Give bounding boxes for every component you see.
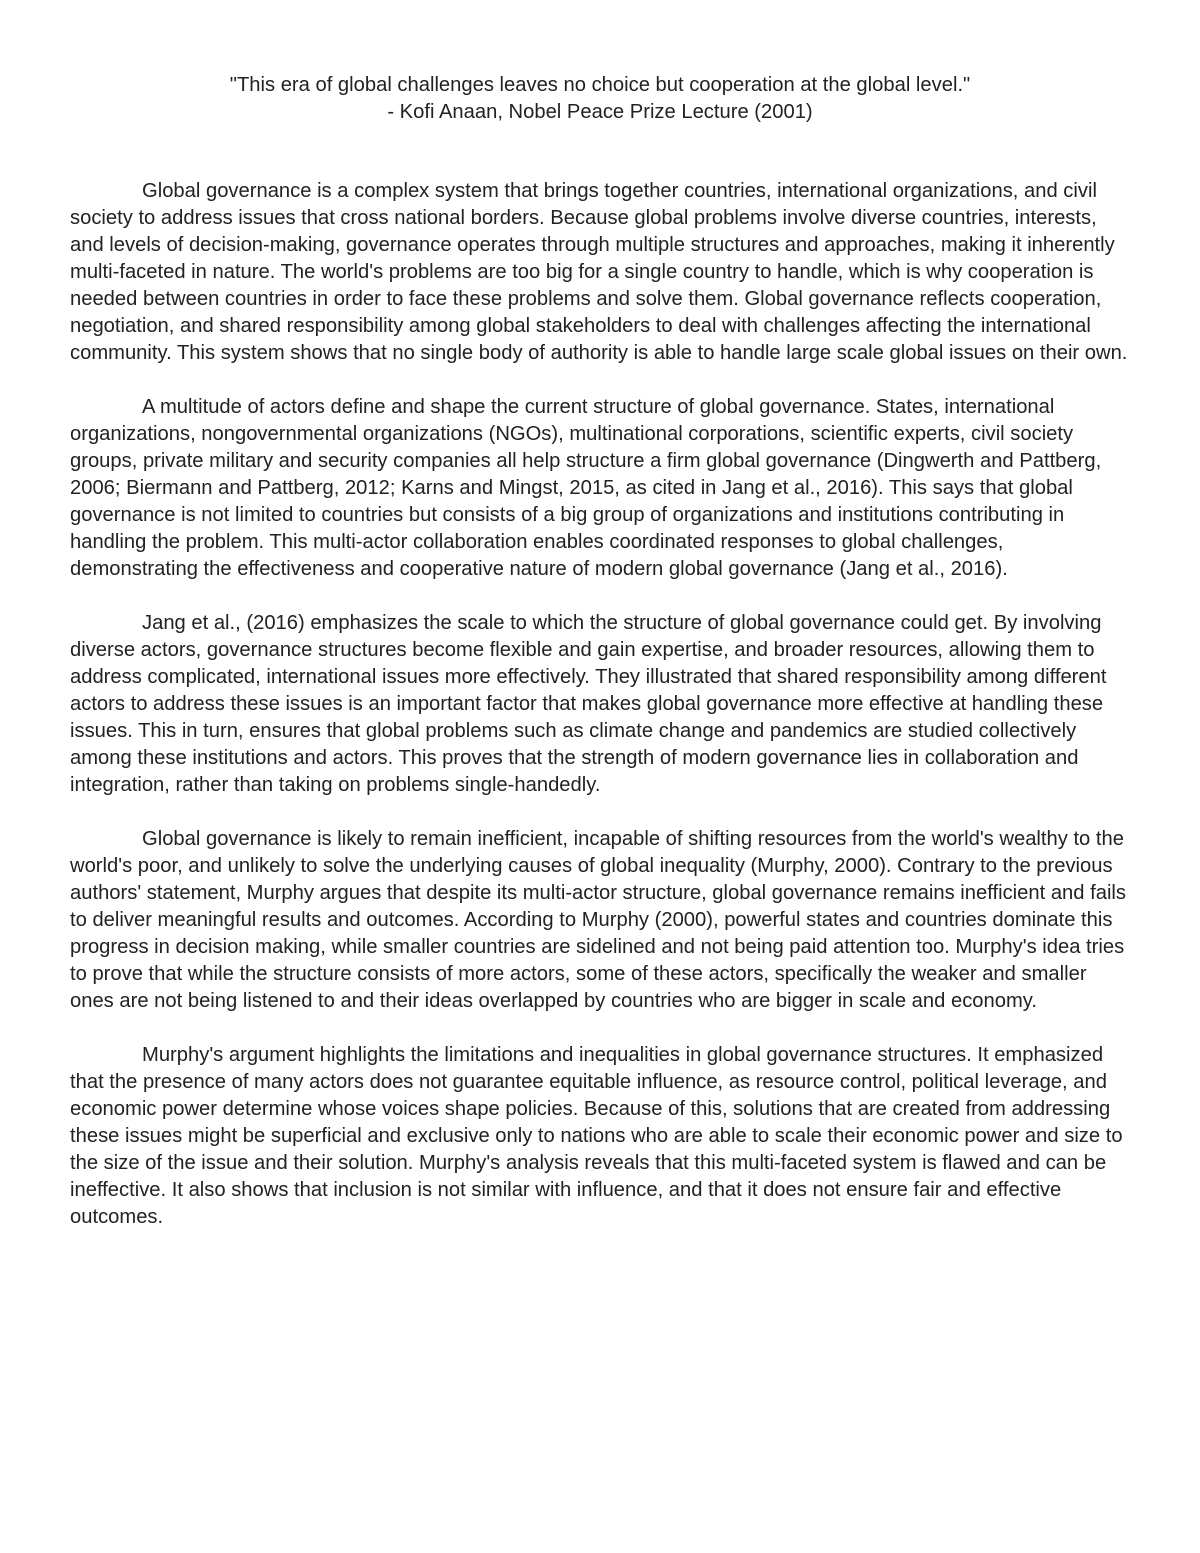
paragraph-3: Jang et al., (2016) emphasizes the scale to which the structure of global governance could get. By involving diverse actors, governance structures become flexible and gain expertise, and broader resources, allowing them to address complicated, international issues more effectively. They illustrated that shared responsibility among different actors to address these issues is an important factor that makes global governance more effective at handling these issues. This in turn, ensures that global problems such as climate change and pandemics are studied collectively among these institutions and actors. This proves that the strength of modern governance lies in collaboration and integration, rather than taking on problems single-handedly. — [70, 612, 1107, 796]
epigraph — [70, 72, 1130, 126]
paragraph-5: Murphy's argument highlights the limitations and inequalities in global governance structures. It emphasized that the presence of many actors does not guarantee equitable influence, as resource control, political leverage, and economic power determine whose voices shape policies. Because of this, solutions that are created from addressing these issues might be superficial and exclusive only to nations who are able to scale their economic power and size to the size of the issue and their solution. Murphy's analysis reveals that this multi-faceted system is flawed and can be ineffective. It also shows that inclusion is not similar with influence, and that it does not ensure fair and effective outcomes. — [70, 1044, 1123, 1228]
paragraph-2: A multitude of actors define and shape the current structure of global governance. States, international organizations, nongovernmental organizations (NGOs), multinational corporations, scientific experts, civil society groups, private military and security companies all help structure a firm global governance (Dingwerth and Pattberg, 2006; Biermann and Pattberg, 2012; Karns and Mingst, 2015, as cited in Jang et al., 2016). This says that global governance is not limited to countries but consists of a big group of organizations and institutions contributing in handling the problem. This multi-actor collaboration enables coordinated responses to global challenges, demonstrating the effectiveness and cooperative nature of modern global governance (Jang et al., 2016). — [70, 396, 1102, 580]
epigraph-quote: "This era of global challenges leaves no choice but cooperation at the global level." — [229, 74, 971, 96]
paragraph-1: Global governance is a complex system that brings together countries, international organizations, and civil society to address issues that cross national borders. Because global problems involve diverse countries, interests, and levels of decision-making, governance operates through multiple structures and approaches, making it inherently multi-faceted in nature. The world's problems are too big for a single country to handle, which is why cooperation is needed between countries in order to face these problems and solve them. Global governance reflects cooperation, negotiation, and shared responsibility among global stakeholders to deal with challenges affecting the international community. This system shows that no single body of authority is able to handle large scale global issues on their own. — [70, 180, 1128, 364]
essay-body — [70, 178, 1132, 1258]
paragraph-4: Global governance is likely to remain inefficient, incapable of shifting resources from the world's wealthy to the world's poor, and unlikely to solve the underlying causes of global inequality (Murphy, 2000). Contrary to the previous authors' statement, Murphy argues that despite its multi-actor structure, global governance remains inefficient and fails to deliver meaningful results and outcomes. According to Murphy (2000), powerful states and countries dominate this progress in decision making, while smaller countries are sidelined and not being paid attention too. Murphy's idea tries to prove that while the structure consists of more actors, some of these actors, specifically the weaker and smaller ones are not being listened to and their ideas overlapped by countries who are bigger in scale and economy. — [70, 828, 1127, 1012]
epigraph-attribution: - Kofi Anaan, Nobel Peace Prize Lecture (2001) — [387, 101, 813, 123]
